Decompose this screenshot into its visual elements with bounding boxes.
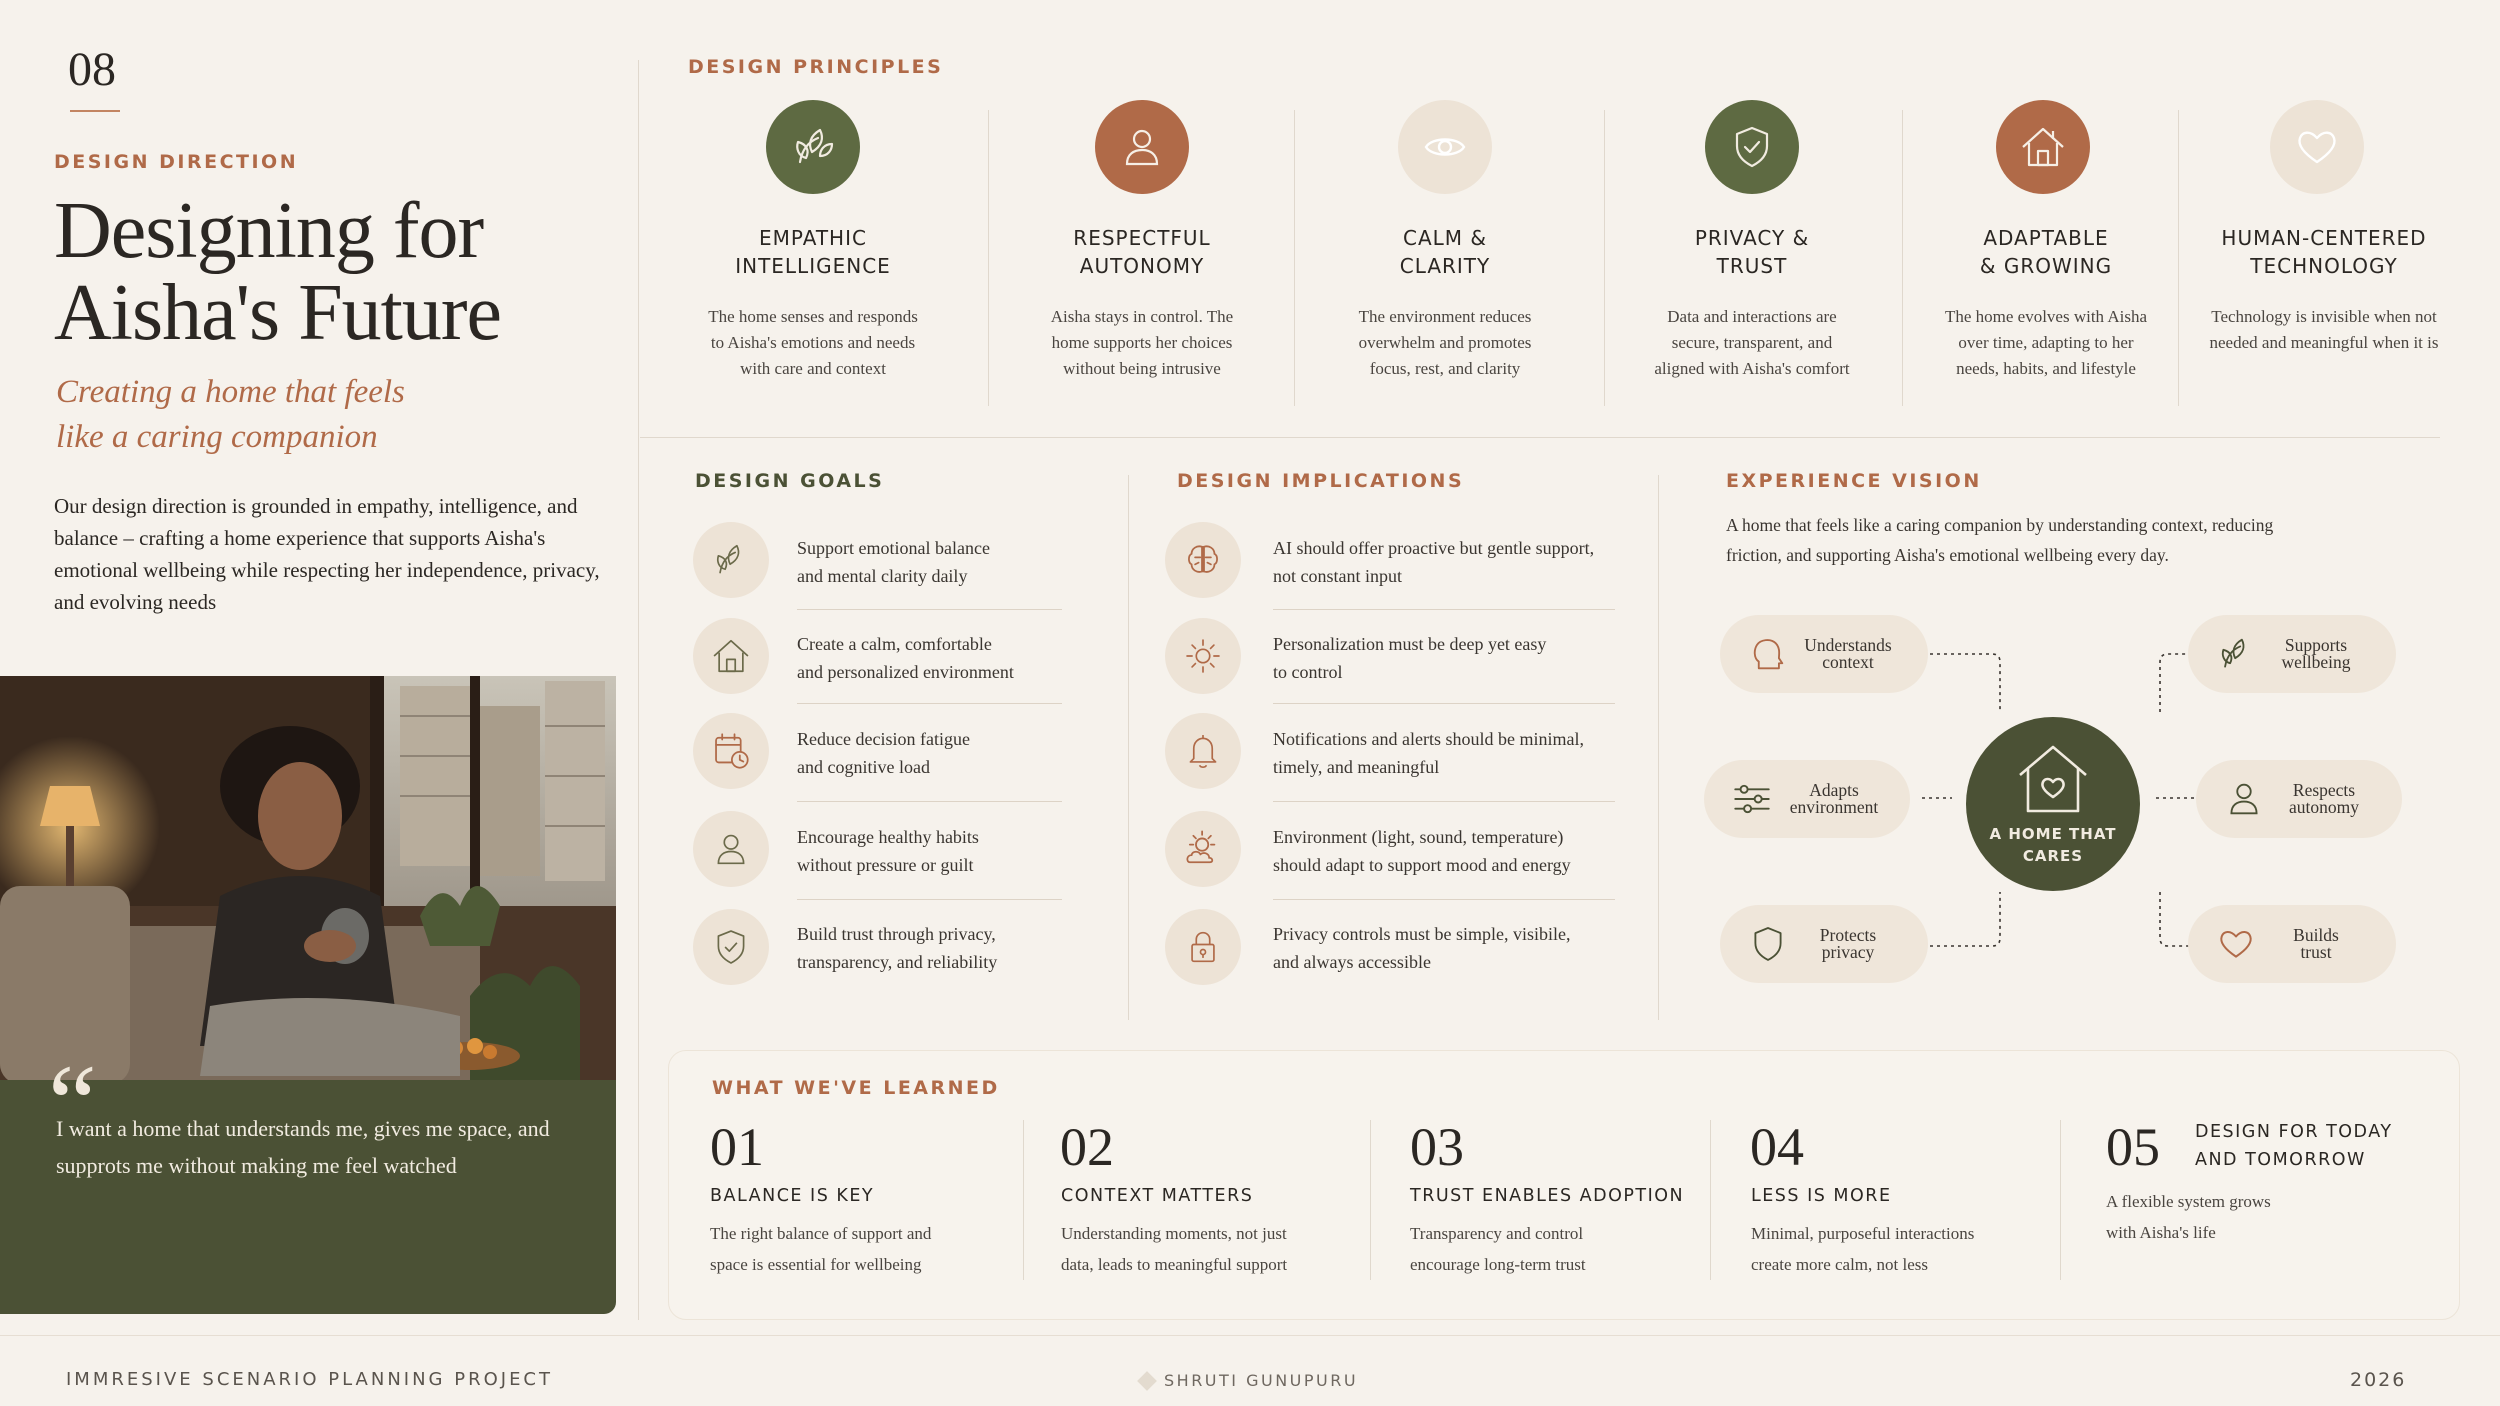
learned-number: 01 — [710, 1117, 764, 1177]
heart-icon — [2206, 923, 2266, 965]
node-adapts-environment — [1704, 760, 1910, 838]
learned-number: 05 — [2106, 1117, 2160, 1177]
node-supports-wellbeing — [2188, 615, 2396, 693]
learned-desc — [2106, 1186, 2406, 1248]
node-line-2: trust — [2300, 942, 2332, 962]
goal-text — [797, 630, 1057, 686]
calendar-clock-icon — [693, 713, 769, 789]
person-icon — [1095, 100, 1189, 194]
photo-illustration — [0, 676, 616, 1084]
implication-line-1: AI should offer proactive but gentle support, — [1273, 538, 1595, 558]
principle-desc: Aisha stays in control. The home supports her choices without being intrusive — [1050, 307, 1234, 378]
learned-title: TRUST ENABLES ADOPTION — [1410, 1186, 1685, 1206]
learned-desc — [1751, 1218, 2051, 1280]
aisha-photo — [0, 676, 616, 1084]
diamond-icon — [1137, 1371, 1157, 1391]
learned-label: WHAT WE'VE LEARNED — [712, 1077, 1000, 1099]
principle-desc: The environment reduces overwhelm and promotes focus, rest, and clarity — [1358, 307, 1532, 378]
implication-line-2: to control — [1273, 662, 1343, 682]
goal-text — [797, 534, 1057, 590]
learned-number: 04 — [1750, 1117, 1804, 1177]
implication-text — [1273, 534, 1633, 590]
learned-desc — [1061, 1218, 1361, 1280]
vision-text: A home that feels like a caring companion by understanding context, reducing friction, and supporting Aisha's emotional wellbeing every day. — [1726, 515, 2274, 565]
learned-title — [2195, 1118, 2393, 1174]
person-icon — [2214, 778, 2274, 820]
shield-icon — [693, 909, 769, 985]
goals-label: DESIGN GOALS — [695, 470, 885, 492]
head-icon — [1738, 633, 1798, 675]
learned-desc-line-1: A flexible system grows — [2106, 1192, 2271, 1211]
implication-text — [1273, 725, 1633, 781]
learned-number: 02 — [1060, 1117, 1114, 1177]
learned-desc-line-2: encourage long-term trust — [1410, 1255, 1586, 1274]
learned-title: BALANCE IS KEY — [710, 1186, 875, 1206]
principles-rule — [640, 437, 2440, 438]
node-respects-autonomy — [2196, 760, 2402, 838]
principle-desc: The home senses and responds to Aisha's emotions and needs with care and context — [708, 307, 918, 378]
title-line-2: Aisha's Future — [54, 269, 502, 357]
house-icon — [693, 618, 769, 694]
divider — [2060, 1120, 2061, 1280]
learned-title-line-1: DESIGN FOR TODAY — [2195, 1122, 2393, 1142]
divider — [1128, 475, 1129, 1020]
divider — [1710, 1120, 1711, 1280]
subtitle-line-1: Creating a home that feels — [56, 374, 405, 410]
divider — [1658, 475, 1659, 1020]
node-line-2: context — [1822, 652, 1874, 672]
learned-desc — [710, 1218, 1030, 1280]
row-rule — [797, 801, 1062, 802]
leaf-icon — [766, 100, 860, 194]
node-line-1: Understands — [1804, 635, 1892, 655]
hub-line-1: A HOME THAT — [1989, 825, 2117, 843]
goal-text — [797, 823, 1057, 879]
goal-line-1: Build trust through privacy, — [797, 924, 996, 944]
node-line-1: Builds — [2293, 925, 2339, 945]
learned-desc-line-2: space is essential for wellbeing — [710, 1255, 922, 1274]
row-rule — [797, 899, 1062, 900]
node-line-1: Supports — [2284, 635, 2348, 655]
learned-title-line-2: AND TOMORROW — [2195, 1150, 2366, 1170]
node-line-2: wellbeing — [2281, 652, 2351, 672]
lock-icon — [1165, 909, 1241, 985]
page-number: 08 — [68, 43, 116, 96]
goal-line-1: Encourage healthy habits — [797, 827, 979, 847]
page-title — [54, 187, 614, 357]
learned-desc-line-2: create more calm, not less — [1751, 1255, 1929, 1274]
divider — [1902, 110, 1903, 406]
principle-desc: The home evolves with Aisha over time, adapting to her needs, habits, and lifestyle — [1944, 307, 2148, 378]
house-icon — [1996, 100, 2090, 194]
principle-desc: Technology is invisible when not needed and meaningful when it is — [2209, 307, 2439, 352]
left-divider — [638, 60, 639, 1320]
subtitle-line-2: like a caring companion — [56, 419, 378, 455]
principles-label: DESIGN PRINCIPLES — [688, 56, 944, 78]
goal-line-2: and mental clarity daily — [797, 566, 968, 586]
principle-title-2: & GROWING — [1979, 254, 2113, 278]
node-line-1: Protects — [1819, 925, 1877, 945]
principle-title-1: CALM & — [1403, 226, 1487, 250]
leaf-icon — [2206, 633, 2266, 675]
principle-desc: Data and interactions are secure, transparent, and aligned with Aisha's comfort — [1654, 307, 1850, 378]
hub-line-2: CARES — [2022, 847, 2084, 865]
node-builds-trust — [2188, 905, 2396, 983]
hub-a-home-that-cares — [1966, 717, 2140, 891]
sun-icon — [1165, 618, 1241, 694]
principle-title-2: INTELLIGENCE — [735, 254, 891, 278]
row-rule — [1273, 703, 1615, 704]
goal-text — [797, 725, 1057, 781]
footer-project-name: IMMRESIVE SCENARIO PLANNING PROJECT — [66, 1369, 553, 1390]
vision-label: EXPERIENCE VISION — [1726, 470, 1982, 492]
divider — [1370, 1120, 1371, 1280]
goal-line-1: Reduce decision fatigue — [797, 729, 970, 749]
implication-text — [1273, 823, 1633, 879]
intro-text: Our design direction is grounded in empathy, intelligence, and balance – crafting a home experience that supports Aisha's emotional wellbeing while respecting her independence, privacy, and evolving needs — [54, 494, 600, 614]
principle-title-2: AUTONOMY — [1079, 254, 1205, 278]
principle-title-2: TRUST — [1716, 254, 1788, 278]
row-rule — [797, 703, 1062, 704]
learned-desc-line-1: Understanding moments, not just — [1061, 1224, 1287, 1243]
person-icon — [693, 811, 769, 887]
goal-line-1: Support emotional balance — [797, 538, 990, 558]
principle-adaptable-growing — [1940, 100, 2152, 420]
footer-author-name: SHRUTI GUNUPURU — [1164, 1371, 1359, 1390]
goal-line-2: and cognitive load — [797, 757, 930, 777]
goal-line-2: and personalized environment — [797, 662, 1014, 682]
goal-line-2: without pressure or guilt — [797, 855, 974, 875]
bell-icon — [1165, 713, 1241, 789]
principle-title-1: ADAPTABLE — [1983, 226, 2109, 250]
principle-privacy-trust — [1646, 100, 1858, 420]
implication-text — [1273, 630, 1633, 686]
learned-number: 03 — [1410, 1117, 1464, 1177]
footer-author — [1140, 1371, 1358, 1390]
title-line-1: Designing for — [54, 187, 484, 275]
page-number-rule — [70, 110, 120, 112]
quote-mark-icon: “ — [48, 1042, 97, 1164]
divider — [1023, 1120, 1024, 1280]
learned-desc-line-1: Transparency and control — [1410, 1224, 1584, 1243]
footer-year: 2026 — [2350, 1369, 2407, 1391]
shield-icon — [1705, 100, 1799, 194]
learned-desc-line-2: data, leads to meaningful support — [1061, 1255, 1288, 1274]
sliders-icon — [1722, 777, 1782, 821]
implication-line-2: not constant input — [1273, 566, 1402, 586]
learned-desc — [1410, 1218, 1710, 1280]
principle-title-1: EMPATHIC — [759, 226, 867, 250]
principle-title-1: PRIVACY & — [1694, 226, 1810, 250]
goal-text — [797, 920, 1057, 976]
row-rule — [1273, 609, 1615, 610]
node-protects-privacy — [1720, 905, 1928, 983]
implications-label: DESIGN IMPLICATIONS — [1177, 470, 1465, 492]
brain-icon — [1165, 522, 1241, 598]
quote-text: I want a home that understands me, gives me space, and supprots me without making me feel watched — [56, 1116, 550, 1178]
implication-line-2: timely, and meaningful — [1273, 757, 1440, 777]
sun-cloud-icon — [1165, 811, 1241, 887]
learned-desc-line-1: The right balance of support and — [710, 1224, 932, 1243]
node-line-2: environment — [1789, 797, 1879, 817]
principle-human-centered-technology — [2206, 100, 2442, 420]
implication-line-2: and always accessible — [1273, 952, 1431, 972]
divider — [1604, 110, 1605, 406]
divider — [1294, 110, 1295, 406]
principle-respectful-autonomy — [1038, 100, 1246, 420]
node-understands-context — [1720, 615, 1928, 693]
footer-rule — [0, 1335, 2500, 1336]
subtitle — [56, 370, 476, 460]
implication-text — [1273, 920, 1633, 976]
learned-desc-line-1: Minimal, purposeful interactions — [1751, 1224, 1975, 1243]
node-line-2: privacy — [1821, 942, 1875, 962]
implication-line-2: should adapt to support mood and energy — [1273, 855, 1571, 875]
learned-title: CONTEXT MATTERS — [1061, 1186, 1254, 1206]
learned-title: LESS IS MORE — [1751, 1186, 1892, 1206]
principle-title-2: CLARITY — [1399, 254, 1491, 278]
implication-line-1: Notifications and alerts should be minimal, — [1273, 729, 1584, 749]
row-rule — [1273, 801, 1615, 802]
heart-icon — [2270, 100, 2364, 194]
node-line-1: Respects — [2292, 780, 2356, 800]
row-rule — [797, 609, 1062, 610]
shield-icon — [1738, 923, 1798, 965]
principle-empathic-intelligence — [702, 100, 924, 420]
principle-title-1: RESPECTFUL — [1073, 226, 1211, 250]
divider — [988, 110, 989, 406]
house-heart-icon — [2014, 741, 2092, 815]
implication-line-1: Privacy controls must be simple, visibile, — [1273, 924, 1571, 944]
goal-line-2: transparency, and reliability — [797, 952, 998, 972]
divider — [2178, 110, 2179, 406]
principle-calm-clarity — [1340, 100, 1550, 420]
row-rule — [1273, 899, 1615, 900]
goal-line-1: Create a calm, comfortable — [797, 634, 992, 654]
learned-desc-line-2: with Aisha's life — [2106, 1223, 2216, 1242]
principle-title-1: HUMAN-CENTERED — [2221, 226, 2427, 250]
implication-line-1: Personalization must be deep yet easy — [1273, 634, 1547, 654]
eye-icon — [1398, 100, 1492, 194]
principle-title-2: TECHNOLOGY — [2250, 254, 2398, 278]
implication-line-1: Environment (light, sound, temperature) — [1273, 827, 1564, 847]
node-line-1: Adapts — [1809, 780, 1859, 800]
section-label: DESIGN DIRECTION — [54, 151, 299, 173]
leaf-icon — [693, 522, 769, 598]
node-line-2: autonomy — [2289, 797, 2359, 817]
